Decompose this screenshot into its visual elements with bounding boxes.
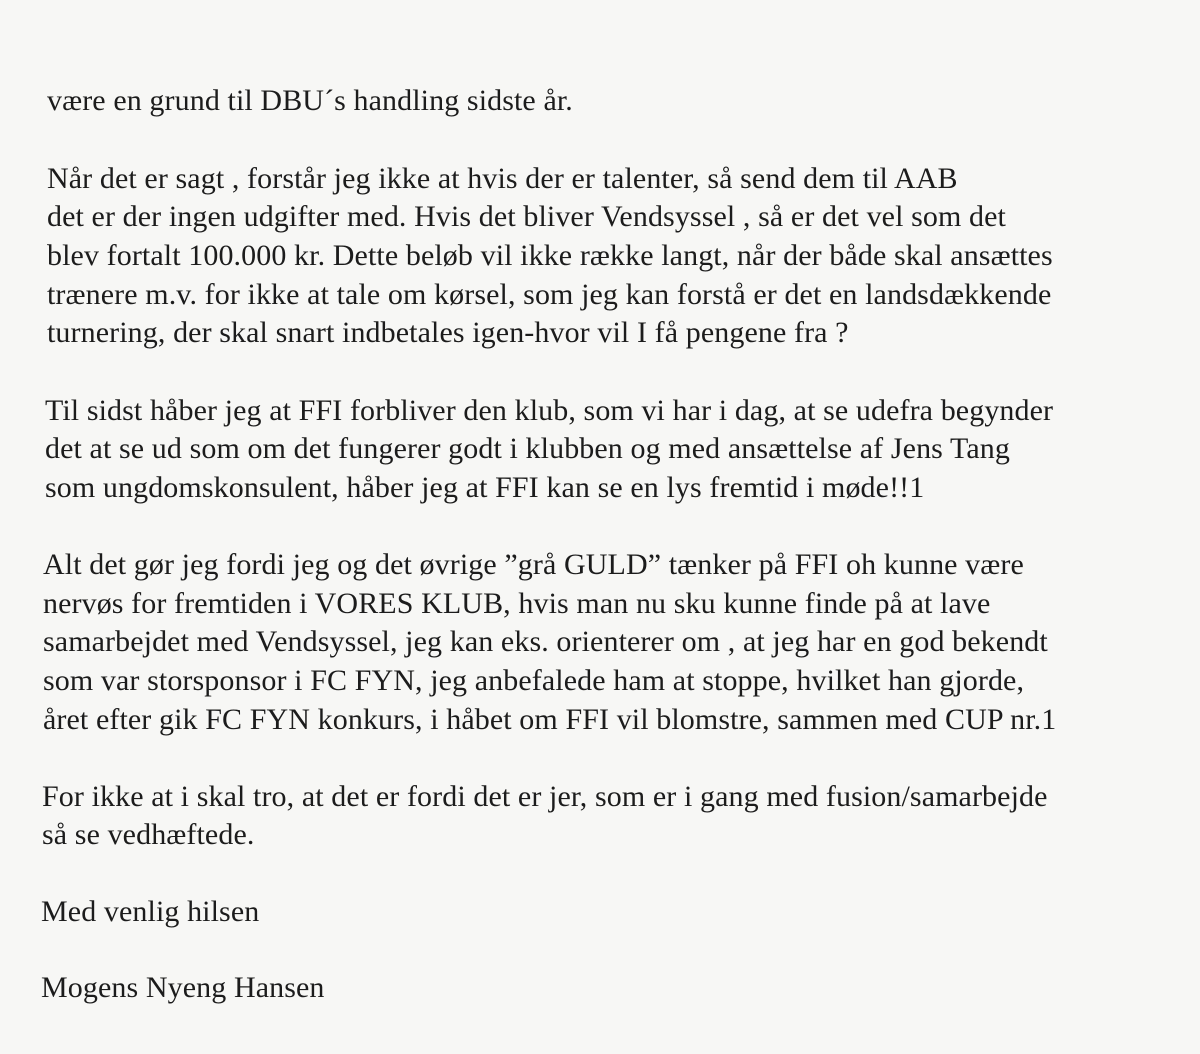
letter-line: trænere m.v. for ikke at tale om kørsel, som jeg kan forstå er det en landsdækkende bbox=[47, 278, 1052, 311]
letter-line: det at se ud som om det fungerer godt i klubben og med ansættelse af Jens Tang bbox=[45, 432, 1010, 465]
letter-line: samarbejdet med Vendsyssel, jeg kan eks. orienterer om , at jeg har en god bekendt bbox=[43, 625, 1048, 658]
letter-line: For ikke at i skal tro, at det er fordi det er jer, som er i gang med fusion/samarbejde bbox=[42, 780, 1048, 813]
letter-line: turnering, der skal snart indbetales igen-hvor vil I få pengene fra ? bbox=[47, 316, 849, 349]
letter-line: som var storsponsor i FC FYN, jeg anbefalede ham at stoppe, hvilket han gjorde, bbox=[43, 664, 1025, 697]
letter-line: nervøs for fremtiden i VORES KLUB, hvis man nu sku kunne finde på at lave bbox=[43, 587, 991, 620]
letter-line: det er der ingen udgifter med. Hvis det bliver Vendsyssel , så er det vel som det bbox=[47, 200, 1006, 233]
signature-name: Mogens Nyeng Hansen bbox=[41, 971, 325, 1004]
letter-line: Til sidst håber jeg at FFI forbliver den klub, som vi har i dag, at se udefra begynder bbox=[45, 394, 1054, 427]
closing-salutation: Med venlig hilsen bbox=[41, 895, 260, 928]
letter-line: Når det er sagt , forstår jeg ikke at hvis der er talenter, så send dem til AAB bbox=[47, 162, 958, 195]
letter-line: være en grund til DBU´s handling sidste år. bbox=[47, 84, 573, 117]
letter-line: blev fortalt 100.000 kr. Dette beløb vil ikke række langt, når der både skal ansættes bbox=[47, 239, 1053, 272]
letter-line: så se vedhæftede. bbox=[42, 818, 255, 851]
letter-line: året efter gik FC FYN konkurs, i håbet om FFI vil blomstre, sammen med CUP nr.1 bbox=[43, 703, 1057, 736]
letter-line: Alt det gør jeg fordi jeg og det øvrige ”grå GULD” tænker på FFI oh kunne være bbox=[43, 548, 1024, 581]
letter-line: som ungdomskonsulent, håber jeg at FFI kan se en lys fremtid i møde!!1 bbox=[45, 471, 925, 504]
